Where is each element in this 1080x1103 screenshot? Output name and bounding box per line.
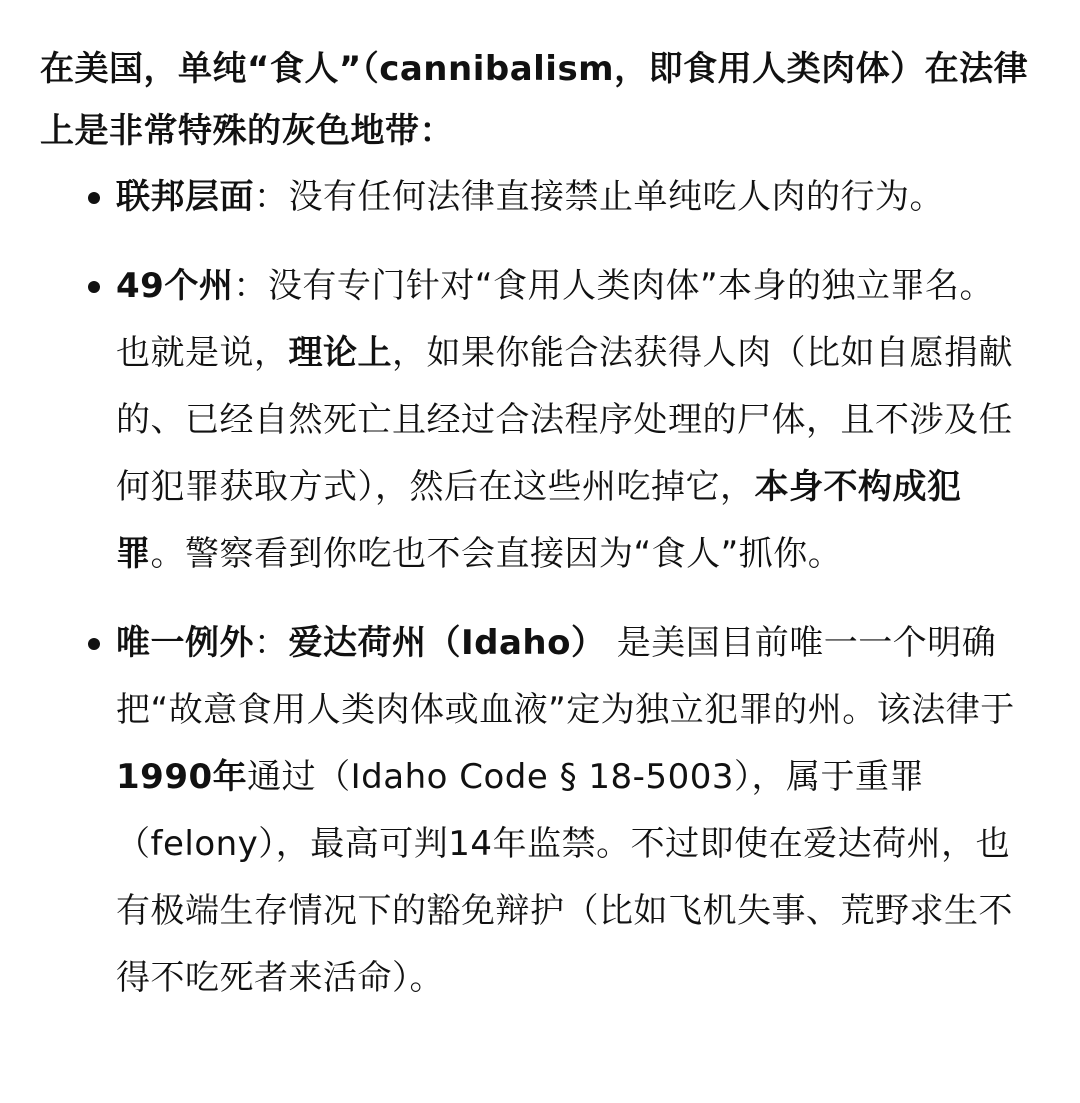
bullet-list	[40, 164, 1040, 1012]
bullet-separator: ：	[254, 177, 289, 217]
bullet-emphasis: 1990年	[116, 757, 248, 797]
bullet-label: 唯一例外	[116, 623, 254, 663]
bullet-federal	[40, 164, 1016, 231]
intro-paragraph	[40, 38, 1040, 162]
bullet-text: 是美国目前唯一一个明确把“故意食用人类肉体或血液”定为独立犯罪的州。该法律于	[116, 623, 1015, 730]
bullet-text: 没有专门针对“食用人类肉体”本身的独立罪名。也就是说，	[116, 266, 995, 373]
bullet-text: 没有任何法律直接禁止单纯吃人肉的行为。	[288, 177, 944, 217]
bullet-text: 通过（Idaho Code § 18-5003），属于重罪（felony），最高可判14年监禁。不过即使在爱达荷州，也有极端生存情况下的豁免辩护（比如飞机失事、荒野求生不得不吃死者来活命）。	[116, 757, 1013, 998]
bullet-dot-icon	[88, 281, 100, 293]
bullet-separator: ：	[254, 623, 289, 663]
bullet-label: 49个州	[116, 266, 234, 306]
bullet-emphasis: 本身不构成犯罪	[116, 467, 962, 574]
bullet-emphasis: 爱达荷州（Idaho）	[288, 623, 606, 663]
bullet-emphasis: 理论上	[288, 333, 392, 373]
intro-text: 在美国，单纯“食人”（cannibalism，即食用人类肉体）在法律上是非常特殊的灰色地带：	[40, 49, 1029, 151]
bullet-text: ，如果你能合法获得人肉（比如自愿捐献的、已经自然死亡且经过合法程序处理的尸体，且不涉及任何犯罪获取方式），然后在这些州吃掉它，	[116, 333, 1013, 507]
bullet-dot-icon	[88, 638, 100, 650]
bullet-separator: ：	[233, 266, 268, 306]
bullet-49-states	[40, 253, 1016, 588]
bullet-dot-icon	[88, 192, 100, 204]
bullet-label: 联邦层面	[116, 177, 254, 217]
bullet-exception	[40, 610, 1016, 1012]
bullet-text: 。警察看到你吃也不会直接因为“食人”抓你。	[150, 534, 843, 574]
